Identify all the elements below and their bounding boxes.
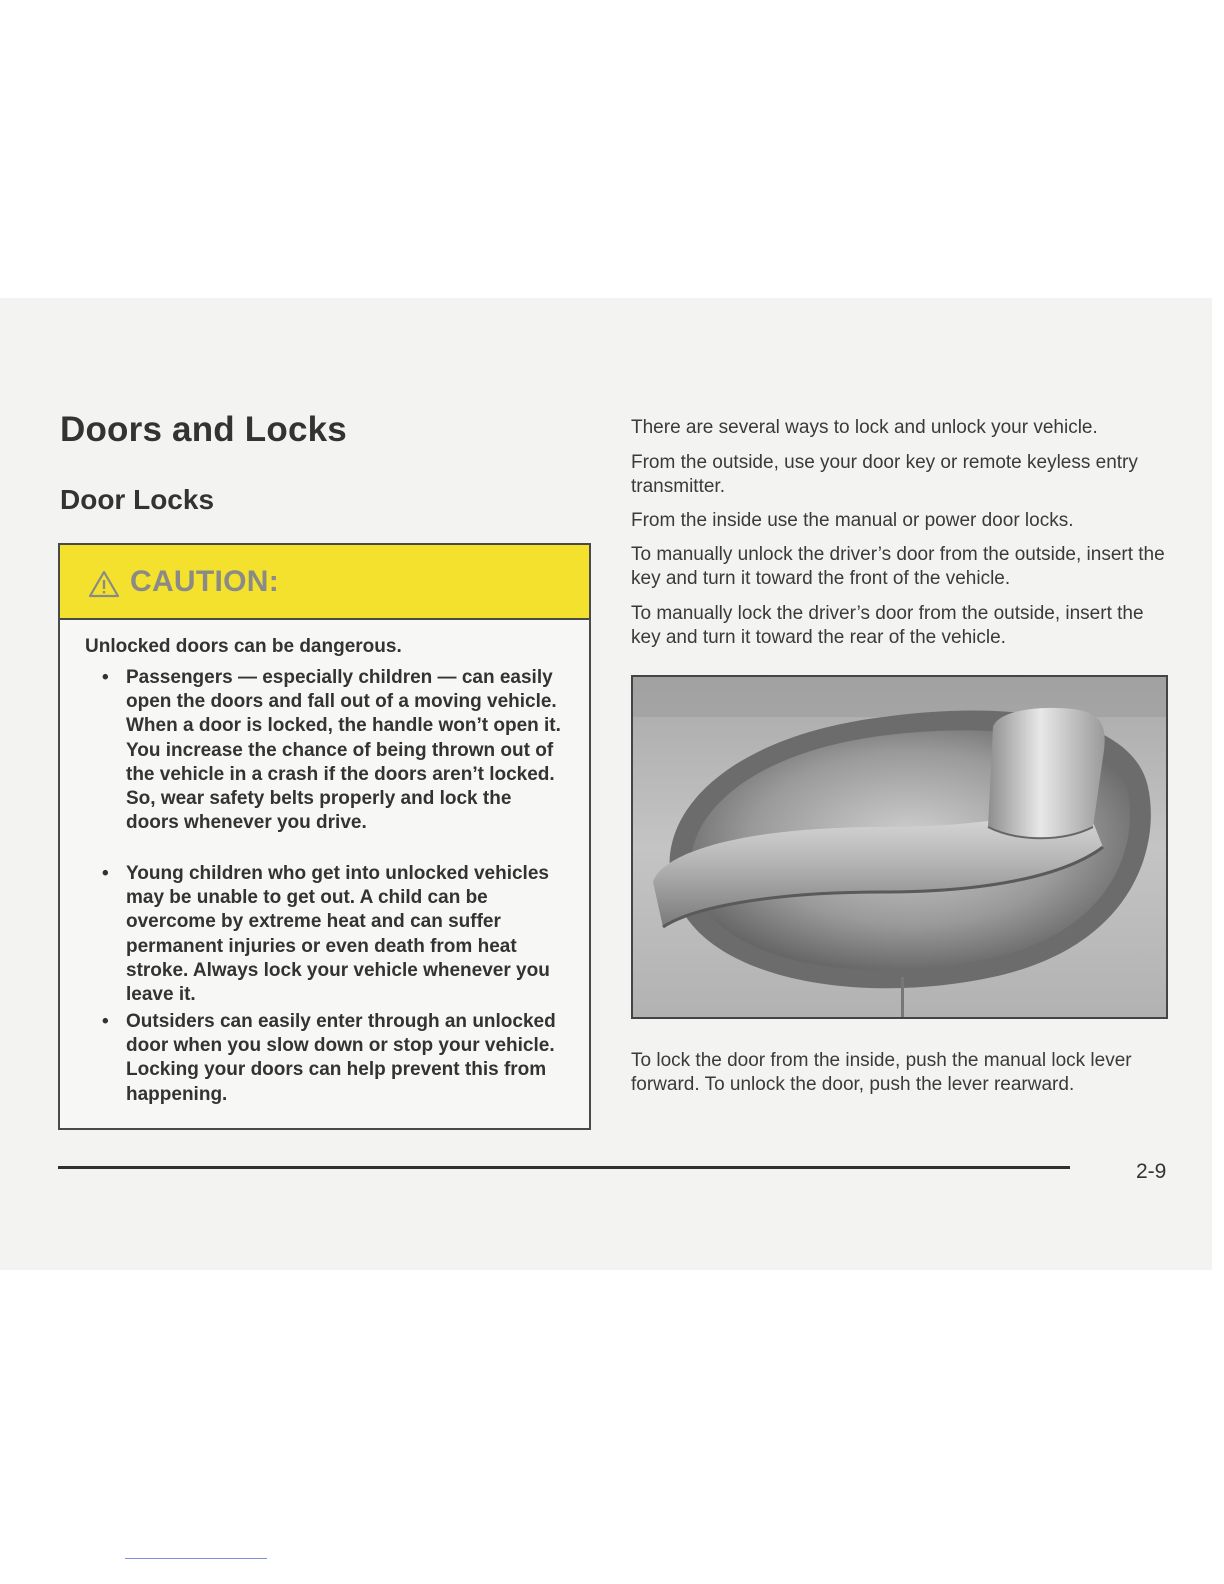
caution-intro: Unlocked doors can be dangerous. <box>85 636 402 657</box>
caution-bullet-text: Outsiders can easily enter through an unlocked door when you slow down or stop your vehicle. Locking your doors can help prevent this from happening. <box>126 1011 556 1105</box>
caution-bullet-text: Passengers — especially children — can easily open the doors and fall out of a moving vehicle. When a door is locked, the handle won’t open it. You increase the chance of being thrown out of the vehicle in a crash if the doors aren’t locked. So, wear safety belts properly and lock the doors whenever you drive. <box>126 667 561 834</box>
door-handle-illustration <box>633 677 1166 1017</box>
caution-bullet <box>102 862 562 1007</box>
subsection-title: Door Locks <box>60 484 215 515</box>
warning-triangle-icon <box>88 569 120 599</box>
caution-bullet <box>102 666 562 835</box>
section-title: Doors and Locks <box>60 410 347 449</box>
body-paragraph: To manually unlock the driver’s door from the outside, insert the key and turn it toward the front of the vehicle. <box>631 544 1165 589</box>
bullet-dot-icon: • <box>102 863 109 884</box>
body-paragraph: To manually lock the driver’s door from the outside, insert the key and turn it toward the rear of the vehicle. <box>631 603 1144 648</box>
bullet-dot-icon: • <box>102 667 109 688</box>
caution-label: CAUTION: <box>130 564 280 598</box>
bullet-dot-icon: • <box>102 1011 109 1032</box>
page-number: 2-9 <box>1136 1160 1167 1183</box>
caution-bullet <box>102 1010 562 1107</box>
photo-caption: To lock the door from the inside, push the manual lock lever forward. To unlock the door, push the lever rearward. <box>631 1050 1132 1095</box>
caution-header <box>60 545 589 620</box>
door-handle-photo <box>631 675 1168 1019</box>
body-paragraph: From the outside, use your door key or remote keyless entry transmitter. <box>631 452 1138 497</box>
bottom-divider <box>125 1558 267 1559</box>
caution-bullet-text: Young children who get into unlocked vehicles may be unable to get out. A child can be overcome by extreme heat and can suffer permanent injuries or even death from heat stroke. Always lock your vehicle whenever you leave it. <box>126 863 550 1006</box>
footer-rule <box>58 1166 1070 1169</box>
caution-box <box>58 543 591 1130</box>
body-paragraph: From the inside use the manual or power door locks. <box>631 510 1074 531</box>
body-paragraph: There are several ways to lock and unlock your vehicle. <box>631 417 1098 438</box>
